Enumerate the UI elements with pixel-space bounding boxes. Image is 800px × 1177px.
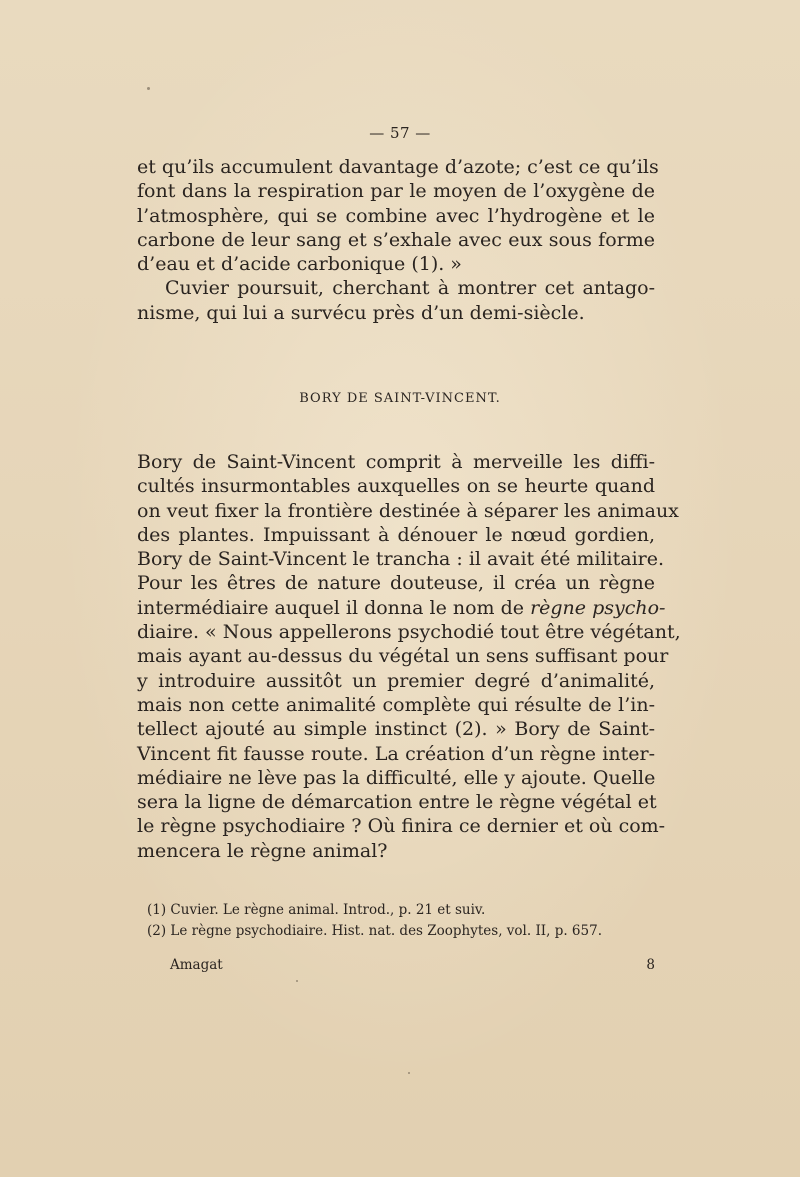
paragraph-bory — [137, 450, 681, 863]
signature-sheet-number: 8 — [646, 957, 655, 973]
text-line: mais non cette animalité complète qui résulte de l’in- — [137, 693, 655, 716]
text-line: Bory de Saint-Vincent le trancha : il avait été militaire. — [137, 548, 665, 571]
text-line: sera la ligne de démarcation entre le règne végétal et — [137, 791, 657, 814]
text-line: des plantes. Impuissant à dénouer le nœud gordien, — [137, 523, 655, 546]
footnote: (2) Le règne psychodiaire. Hist. nat. des Zoophytes, vol. II, p. 657. — [147, 923, 602, 939]
text-line: on veut fixer la frontière destinée à séparer les animaux — [137, 499, 679, 522]
signature-line — [170, 957, 655, 973]
paragraph-cuvier — [137, 155, 659, 325]
text-line: y introduire aussitôt un premier degré d’animalité, — [137, 669, 655, 692]
text-line: et qu’ils accumulent davantage d’azote; c’est ce qu’ils — [137, 156, 659, 178]
text-line: le règne psychodiaire ? Où finira ce dernier et où com- — [137, 815, 666, 838]
text-line: Cuvier poursuit, cherchant à montrer cet antago- — [165, 277, 655, 300]
text-line: Bory de Saint-Vincent comprit à merveille les diffi- — [137, 451, 655, 473]
page-number: — 57 — — [369, 124, 431, 142]
footnotes — [147, 900, 655, 942]
text-line: diaire. « Nous appellerons psychodié tout être végétant, — [137, 621, 681, 644]
text-line: Pour les êtres de nature douteuse, il créa un règne — [137, 572, 655, 595]
text-line: nisme, qui lui a survécu près d’un demi-siècle. — [137, 301, 585, 324]
text-line: cultés insurmontables auxquelles on se heurte quand — [137, 475, 655, 498]
text-line: tellect ajouté au simple instinct (2). » Bory de Saint- — [137, 718, 655, 741]
text-line: intermédiaire auquel il donna le nom de — [137, 596, 525, 619]
text-line: d’eau et d’acide carbonique (1). » — [137, 253, 462, 276]
paper-speck — [408, 1072, 410, 1074]
text-line: font dans la respiration par le moyen de l’oxygène de — [137, 180, 655, 203]
text-line: mais ayant au-dessus du végétal un sens suffisant pour — [137, 645, 669, 668]
text-line: l’atmosphère, qui se combine avec l’hydrogène et le — [137, 204, 655, 227]
paper-speck — [296, 980, 298, 982]
text-line: carbone de leur sang et s’exhale avec eux sous forme — [137, 228, 655, 251]
italic-term: règne psycho- — [530, 596, 666, 619]
text-line: médiaire ne lève pas la difficulté, elle y ajoute. Quelle — [137, 766, 656, 789]
paper-speck — [147, 87, 150, 90]
text-line: Vincent fit fausse route. La création d’un règne inter- — [137, 742, 655, 765]
footnote: (1) Cuvier. Le règne animal. Introd., p. 21 et suiv. — [147, 902, 486, 918]
signature-author: Amagat — [170, 957, 223, 973]
text-line: mencera le règne animal? — [137, 839, 388, 862]
section-heading: BORY DE SAINT-VINCENT. — [299, 391, 501, 406]
text-line-with-italic — [137, 596, 666, 620]
